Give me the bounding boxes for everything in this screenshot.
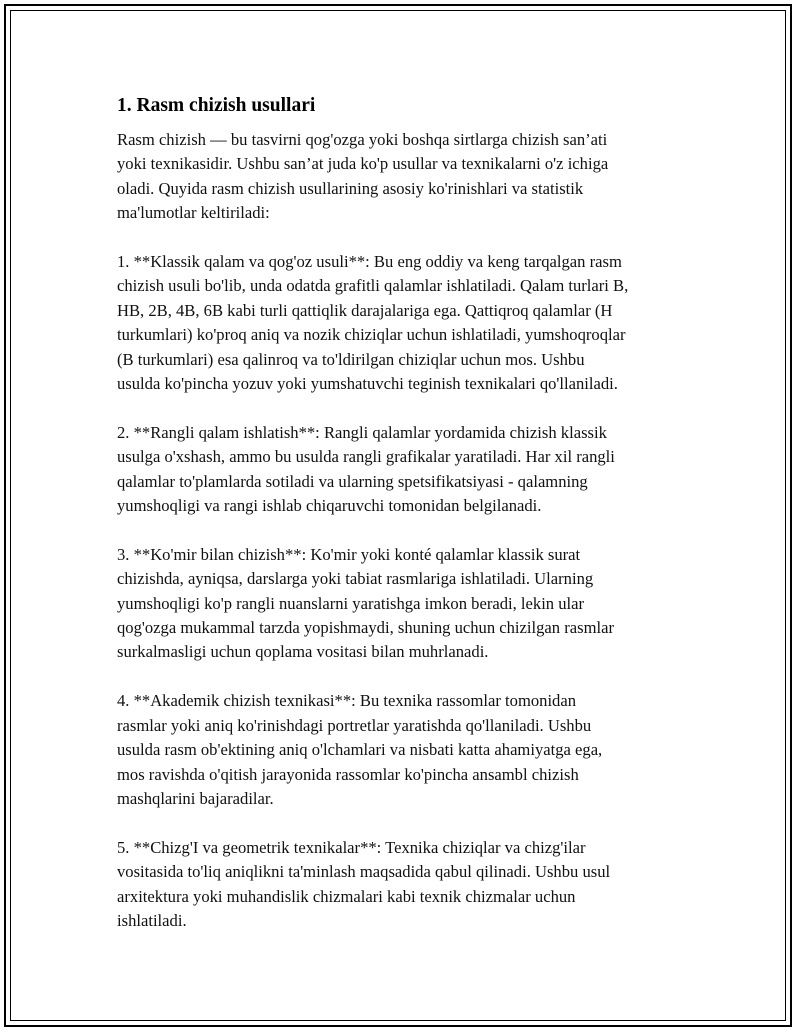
- paragraph-geometric: 5. **Chizg'I va geometrik texnikalar**: Texnika chiziqlar va chizg'ilar vositasida to'liq aniqlikni ta'minlash maqsadida qabul qilinadi. Ushbu usul arxitektura yoki muhandislik chizmalari kabi texnik chizmalar uchun ishlatiladi.: [117, 837, 611, 930]
- document-body: [117, 92, 697, 958]
- intro-paragraph: Rasm chizish — bu tasvirni qog'ozga yoki boshqa sirtlarga chizish san’ati yoki texnikasidir. Ushbu san’at juda ko'p usullar va texnikalarni o'z ichiga oladi. Quyida rasm chizish usullarining asosiy ko'rinishlari va statistik ma'lumotlar keltiriladi:: [117, 130, 609, 223]
- paragraph-charcoal: 3. **Ko'mir bilan chizish**: Ko'mir yoki konté qalamlar klassik surat chizishda, ayniqsa, darslarga yoki tabiat rasmlariga ishlatiladi. Ularning yumshoqligi ko'p rangli nuanslarni yaratishga imkon beradi, lekin ular qog'ozga mukammal tarzda yopishmaydi, shuning uchun chizilgan rasmlar surkalmasligi uchun qoplama vositasi bilan muhrlanadi.: [117, 544, 614, 662]
- document-title: 1. Rasm chizish usullari: [117, 95, 316, 116]
- paragraph-academic: 4. **Akademik chizish texnikasi**: Bu texnika rassomlar tomonidan rasmlar yoki aniq ko'rinishdagi portretlar yaratishda qo'llaniladi. Ushbu usulda rasm ob'ektining aniq o'lchamlari va nisbati katta ahamiyatga ega, mos ravishda o'qitish jarayonida rassomlar ko'pincha ansambl chizish mashqlarini bajaradilar.: [117, 691, 603, 808]
- paragraph-classic-pencil: 1. **Klassik qalam va qog'oz usuli**: Bu eng oddiy va keng tarqalgan rasm chizish usuli bo'lib, unda odatda grafitli qalamlar ishlatiladi. Qalam turlari B, HB, 2B, 4B, 6B kabi turli qattiqlik darajalariga ega. Qattiqroq qalamlar (H turkumlari) ko'proq aniq va nozik chiziqlar uchun ishlatiladi, yumshoqroqlar (B turkumlari) esa qalinroq va to'ldirilgan chiziqlar uchun mos. Ushbu usulda ko'pincha yozuv yoki yumshatuvchi teginish texnikalari qo'llaniladi.: [117, 252, 629, 394]
- paragraph-colored-pencil: 2. **Rangli qalam ishlatish**: Rangli qalamlar yordamida chizish klassik usulga o'xshash, ammo bu usulda rangli grafikalar yaratiladi. Har xil rangli qalamlar to'plamlarda sotiladi va ularning spetsifikatsiyasi - qalamning yumshoqligi va rangi ishlab chiqaruvchi tomonidan belgilanadi.: [117, 422, 615, 516]
